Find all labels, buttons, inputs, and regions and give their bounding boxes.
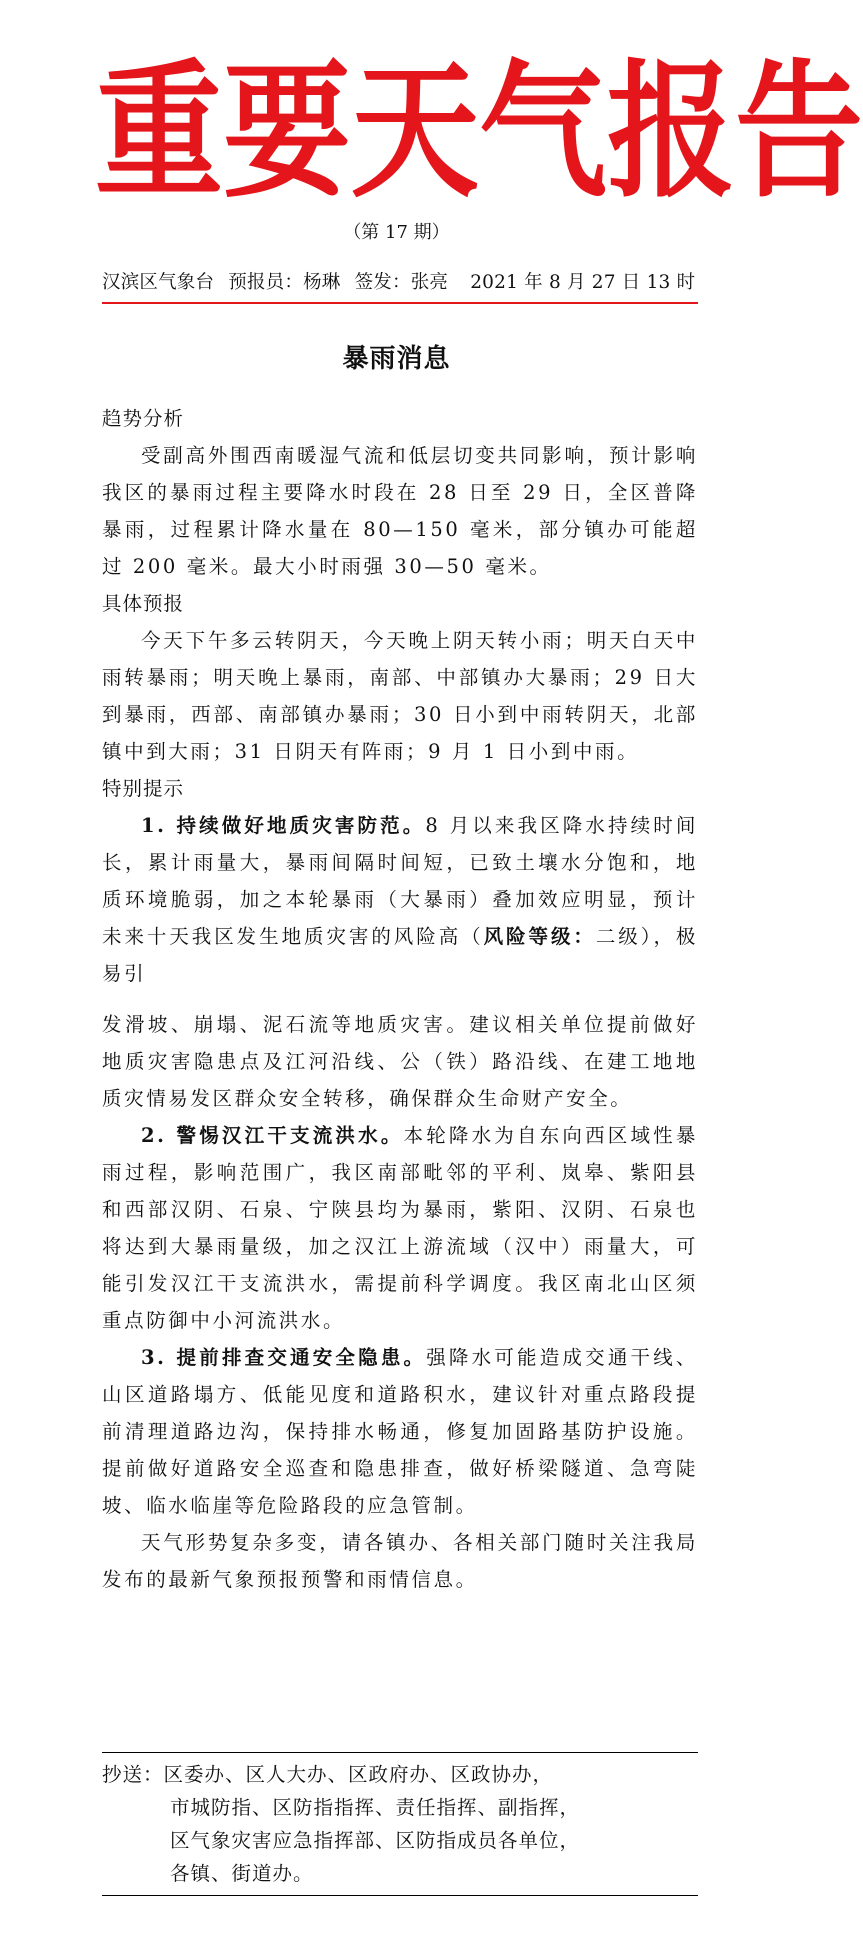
special-item-1-continued: 发滑坡、崩塌、泥石流等地质灾害。建议相关单位提前做好地质灾害隐患点及江河沿线、公（铁）路沿线、在建工地地质灾情易发区群众安全转移，确保群众生命财产安全。 [102, 1013, 698, 1110]
masthead-char: 要 [223, 45, 352, 219]
issuer-org: 汉滨区气象台 [102, 272, 215, 293]
closing-paragraph: 天气形势复杂多变，请各镇办、各相关部门随时关注我局发布的最新气象预报预警和雨情信息。 [102, 1531, 698, 1591]
issue-number: （第 17 期） [343, 222, 450, 243]
forecaster: 预报员：杨琳 [228, 272, 341, 293]
cc-recipients-3: 区气象灾害应急指挥部、区防指成员各单位， [170, 1829, 581, 1852]
special-item-3-text: 强降水可能造成交通干线、山区道路塌方、低能见度和道路积水，建议针对重点路段提前清理道路边沟，保持排水畅通，修复加固路基防护设施。提前做好道路安全巡查和隐患排查，做好桥梁隧道、急弯陡坡、临水临崖等危险路段的应急管制。 [102, 1346, 699, 1517]
cc-bottom-rule [102, 1895, 698, 1896]
special-item-1-text-a: 8 月以来我区降水持续时间长，累计雨量大，暴雨间隔时间短，已致土壤水分饱和，地质环境脆弱，加之本轮暴雨（大暴雨）叠加效应明显，预计未来十天我区发生地质灾害的风险高（ [102, 814, 699, 948]
masthead-char: 告 [735, 45, 863, 219]
special-item-2-title: 2. 警惕汉江干支流洪水。 [141, 1124, 404, 1147]
special-item-1 [102, 807, 698, 992]
special-item-2 [102, 1117, 698, 1339]
masthead-char: 报 [607, 45, 736, 219]
special-item-3 [102, 1339, 698, 1524]
cc-label: 抄送： [102, 1763, 164, 1786]
issue-datetime: 2021 年 8 月 27 日 13 时 [470, 272, 696, 293]
trend-paragraph: 受副高外围西南暖湿气流和低层切变共同影响，预计影响我区的暴雨过程主要降水时段在 28 日至 29 日，全区普降暴雨，过程累计降水量在 80—150 毫米，部分镇办可能超过 200 毫米。最大小时雨强 30—50 毫米。 [102, 444, 698, 578]
document-body [102, 400, 698, 1598]
issuer-info-line [102, 268, 702, 294]
cc-recipients-2: 市城防指、区防指指挥、责任指挥、副指挥， [170, 1796, 581, 1819]
cc-line [102, 1758, 698, 1791]
masthead-title [95, 45, 863, 219]
forecast-paragraph: 今天下午多云转阴天，今天晚上阴天转小雨；明天白天中雨转暴雨；明天晚上暴雨，南部、中部镇办大暴雨；29 日大到暴雨，西部、南部镇办暴雨；30 日小到中雨转阴天，北部镇中到大雨；31 日阴天有阵雨；9 月 1 日小到中雨。 [102, 629, 698, 763]
special-item-2-text: 本轮降水为自东向西区域性暴雨过程，影响范围广，我区南部毗邻的平利、岚皋、紫阳县和西部汉阴、石泉、宁陕县均为暴雨，紫阳、汉阴、石泉也将达到大暴雨量级，加之汉江上游流域（汉中）雨量大，可能引发汉江干支流洪水，需提前科学调度。我区南北山区须重点防御中小河流洪水。 [102, 1124, 698, 1332]
section-heading-forecast: 具体预报 [102, 592, 185, 615]
special-item-1-text-b: ），极易引 [102, 925, 698, 985]
approver: 签发：张亮 [354, 272, 449, 293]
masthead-char: 气 [479, 45, 608, 219]
risk-label: 风险等级： [483, 925, 596, 948]
cc-block [102, 1758, 698, 1890]
risk-level: 二级 [595, 925, 641, 948]
special-item-3-title: 3. 提前排查交通安全隐患。 [141, 1346, 427, 1369]
masthead-char: 天 [351, 45, 480, 219]
section-heading-special: 特别提示 [102, 777, 185, 800]
red-divider [102, 302, 698, 304]
cc-recipients-4: 各镇、街道办。 [170, 1862, 314, 1885]
document-title: 暴雨消息 [342, 344, 451, 374]
masthead-char: 重 [95, 45, 224, 219]
special-item-1-title: 1. 持续做好地质灾害防范。 [141, 814, 426, 837]
cc-top-rule [102, 1752, 698, 1753]
cc-recipients-1: 区委办、区人大办、区政府办、区政协办， [163, 1763, 554, 1786]
section-heading-trend: 趋势分析 [102, 407, 185, 430]
